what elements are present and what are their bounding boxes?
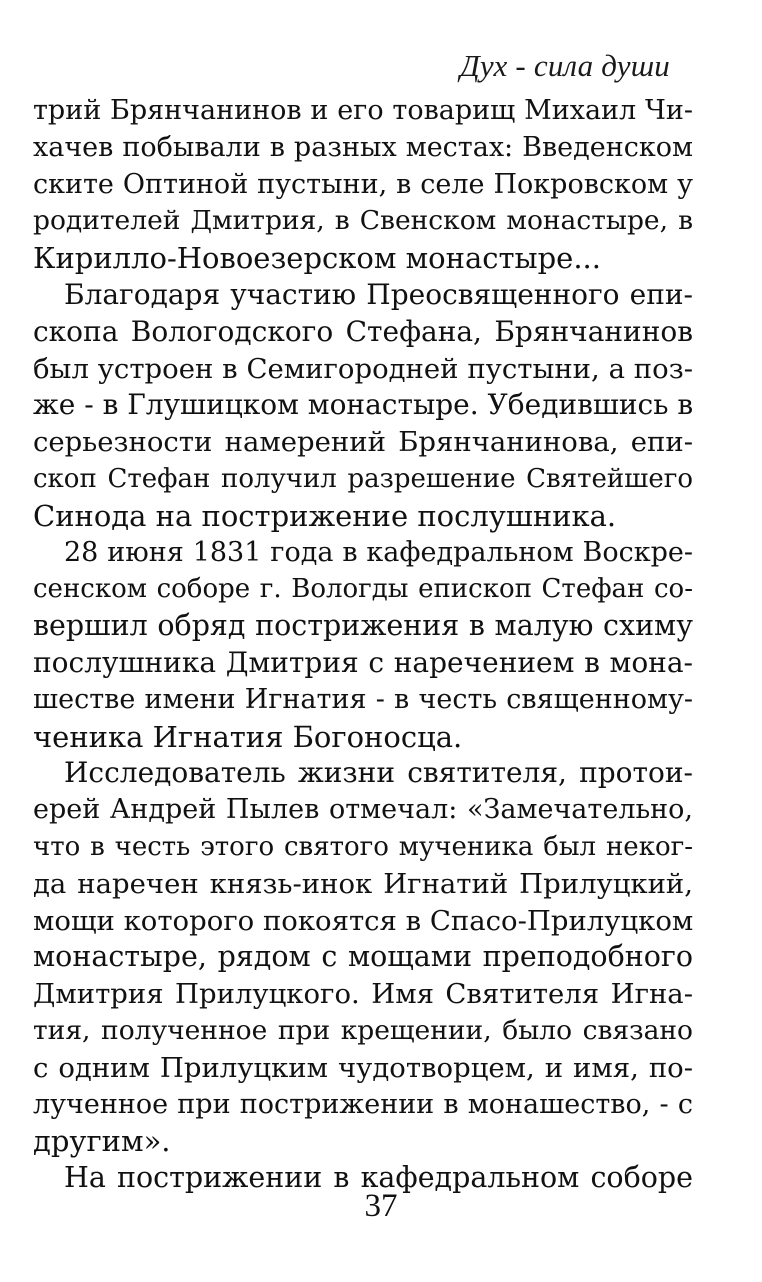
text-line: Дмитрия Прилуцкого. Имя Святителя Игна- xyxy=(33,978,693,1011)
text-line: ерей Андрей Пылев отмечал: «Замечательно, xyxy=(33,794,693,826)
text-line: Кирилло-Новоезерском монастыре... xyxy=(33,241,601,276)
text-line: послушника Дмитрия с наречением в мона- xyxy=(33,645,693,679)
text-line: лученное при пострижении в монашество, - с xyxy=(33,1088,693,1120)
text-line: шестве имени Игнатия - в честь священному- xyxy=(33,683,693,715)
text-line: Исследователь жизни святителя, протои- xyxy=(64,756,693,790)
text-line: серьезности намерений Брянчанинова, епи- xyxy=(33,426,693,459)
text-line: трий Брянчанинов и его товарищ Михаил Чи- xyxy=(33,95,693,126)
text-line: был устроен в Семигородней пустыни, а поз- xyxy=(33,352,693,385)
text-line: скоп Стефан получил разрешение Святейшего xyxy=(33,463,693,494)
text-line: На пострижении в кафедральном соборе xyxy=(64,1161,693,1195)
text-line: скопа Вологодского Стефана, Брянчанинов xyxy=(33,314,693,348)
text-line: монастыре, рядом с мощами преподобного xyxy=(33,940,693,974)
text-line: другим». xyxy=(33,1124,171,1159)
text-line: тия, полученное при крещении, было связано xyxy=(33,1014,693,1046)
text-line: ченика Игнатия Богоносца. xyxy=(33,719,463,754)
text-line: ските Оптиной пустыни, в селе Покровском у xyxy=(33,168,693,200)
text-line: да наречен князь-инок Игнатий Прилуцкий, xyxy=(33,867,693,900)
page-number: 37 xyxy=(364,1188,398,1224)
text-line: родителей Дмитрия, в Свенском монастыре, в xyxy=(33,205,693,237)
text-line: с одним Прилуцким чудотворцем, и имя, по- xyxy=(33,1051,693,1084)
text-line: что в честь этого святого мученика был неког- xyxy=(33,831,693,862)
text-line: сенском соборе г. Вологды епископ Стефан со- xyxy=(33,574,693,605)
text-line: мощи которого покоятся в Спасо-Прилуцком xyxy=(33,904,693,937)
body-text xyxy=(33,93,693,1197)
text-line: Синода на пострижение послушника. xyxy=(33,498,617,533)
text-line: Благодаря участию Преосвященного епи- xyxy=(64,277,693,311)
text-line: 28 июня 1831 года в кафедральном Воскре- xyxy=(64,536,693,568)
text-line: же - в Глушицком монастыре. Убедившись в xyxy=(33,388,693,422)
text-line: хачев побывали в разных местах: Введенском xyxy=(33,131,693,163)
text-line: вершил обряд пострижения в малую схиму xyxy=(33,609,693,643)
running-header: Дух - сила души xyxy=(460,48,670,83)
